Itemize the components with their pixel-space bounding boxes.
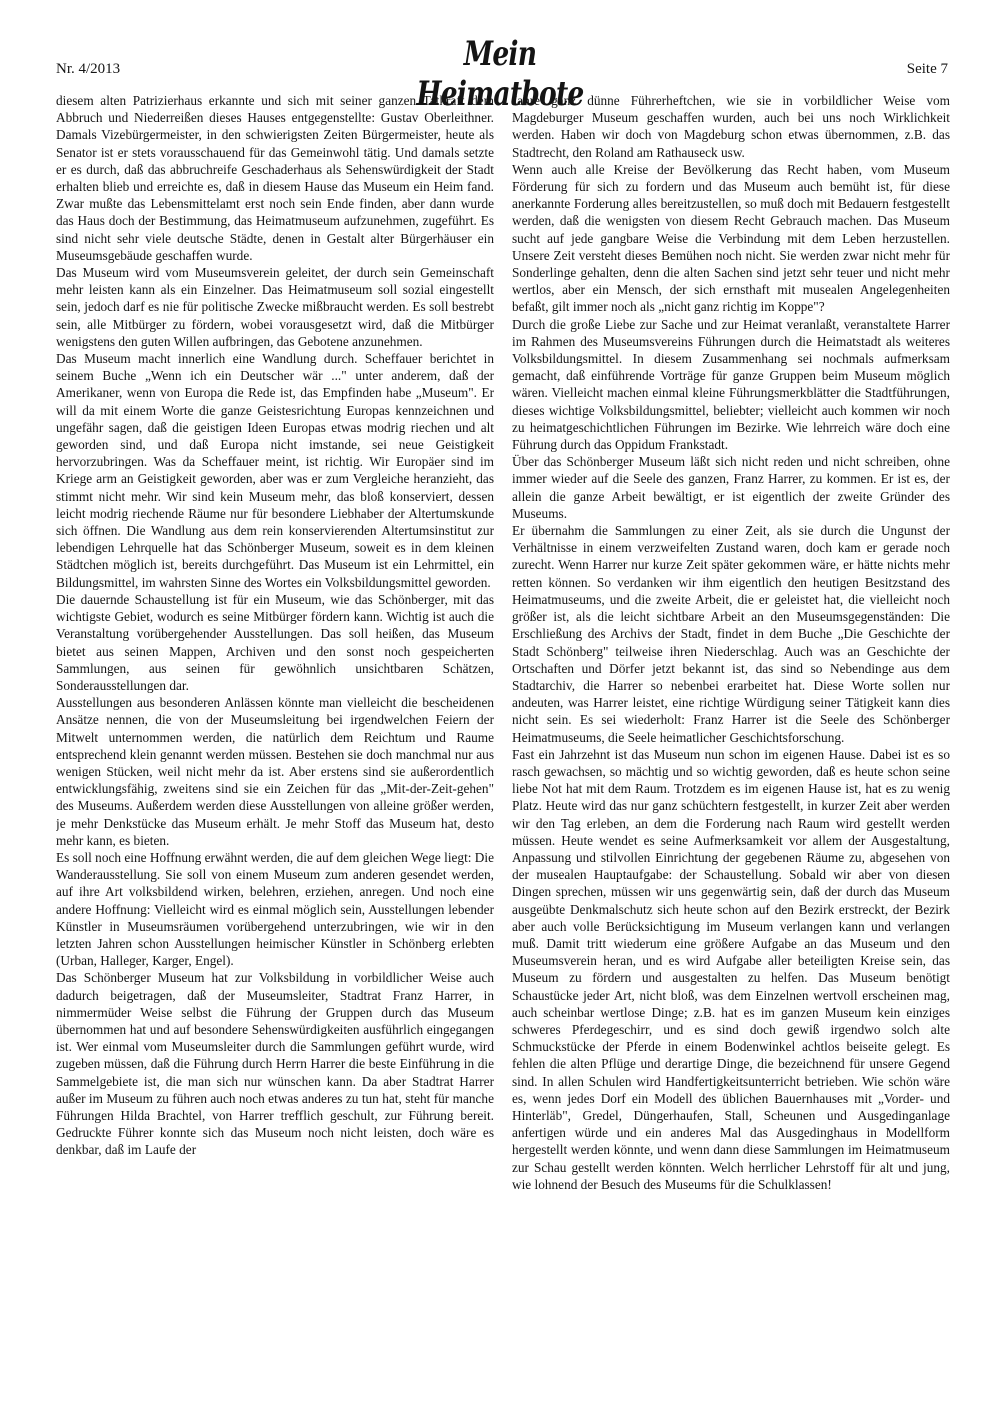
paragraph: Es soll noch eine Hoffnung erwähnt werden, die auf dem gleichen Wege liegt: Die Wanderausstellung. Sie soll von einem Museum zum anderen gesendet werden, auf ihre Art volksbildend wirken, belehren, erziehen, anregen. Und noch eine andere Hoffnung: Vielleicht wird es einmal möglich sein, Ausstellungen lebender Künstler in Museumsräumen vorübergehend unterzubringen, wie wir in den letzten Jahren schon Ausstellungen heimischer Künstler in Schönberg erlebten (Urban, Halleger, Karger, Engel). [56, 849, 494, 969]
paragraph: Die dauernde Schaustellung ist für ein Museum, wie das Schönberger, mit das wichtigste Gebiet, wodurch es seine Mitbürger fördern kann. Wichtig ist auch die Veranstaltung vorübergehender Ausstellungen. Das soll heißen, das Museum bietet aus seinen Mappen, Archiven und den sonst noch gespeicherten Sammlungen, aus seinen für gewöhnlich unsichtbaren Schätzen, Sonderausstellungen dar. [56, 591, 494, 693]
paragraph: Jahre ganz dünne Führerheftchen, wie sie in vorbildlicher Weise vom Magdeburger Museum geschaffen wurden, auch bei uns noch Wirklichkeit werden. Haben wir doch von Magdeburg schon etwas übernommen, z.B. das Stadtrecht, den Roland am Rathauseck usw. [512, 93, 950, 160]
article-column-left [56, 92, 494, 1382]
paragraph: diesem alten Patrizierhaus erkannte und sich mit seiner ganzen Tatkraft dem Abbruch und Niederreißen dieses Hauses entgegenstellte: Gustav Oberleithner. Damals Vizebürgermeister, in den schwierigsten Zeiten Bürgermeister, heute als Senator ist er stets vorausschauend für das Gemeinwohl tätig. Und damals setzte er es durch, daß das abbruchreife Geschaderhaus als Sehenswürdigkeit der Stadt erhalten blieb und erreichte es, daß in diesem Hause das Museum ein Heim fand. Zwar mußte das Lebensmittelamt erst noch sein Ende finden, aber dann wurde das Haus doch der Bestimmung, das Heimatmuseum aufzunehmen, zugeführt. Es sind nicht sehr viele deutsche Städte, denen in Gestalt alter Bürgerhäuser ein Museumsgebäude geschaffen wurde. [56, 93, 494, 263]
paragraph: Durch die große Liebe zur Sache und zur Heimat veranlaßt, veranstaltete Harrer im Rahmen des Museumsvereins Führungen durch die Heimatstadt als weiteres Volksbildungsmittel. In diesem Zusammenhang sei nochmals aufmerksam gemacht, daß einführende Vorträge für ganze Gruppen beim Museum möglich wären. Vielleicht machen einmal kleine Führungsmerkblätter die Stadtführungen, dieses wichtige Volksbildungsmittel, beliebter; vielleicht auch kommen wir noch zu heimatgeschichtlichen Führungen im Bezirke. Wie lehrreich wäre doch eine Führung durch das Oppidum Frankstadt. [512, 316, 950, 453]
article-column-right [512, 92, 950, 1382]
paragraph: Fast ein Jahrzehnt ist das Museum nun schon im eigenen Hause. Dabei ist es so rasch gewachsen, so mächtig und so wichtig geworden, daß es heute schon seine liebe Not hat mit dem Raum. Trotzdem es im eigenen Hause ist, hat es zu wenig Platz. Heute wird das nur ganz schüchtern festgestellt, in kurzer Zeit aber werden wir den Tag erleben, an dem die Forderung nach Raum wird gestellt werden müssen. Heute wendet es seine Aufmerksamkeit vor allem der Ausgestaltung, Anpassung und stilvollen Einrichtung der gegebenen Räume zu, abgesehen von der musealen Hauptaufgabe: der Schaustellung. Sobald wir aber von diesen Dingen sprechen, müssen wir uns gegenwärtig sein, daß der durch das Museum ausgeübte Denkmalschutz sich heute schon auf den Bezirk erstreckt, der Bezirk aber auch volle Berücksichtigung im Museum verlangen kann und verlangen muß. Damit tritt wiederum eine größere Aufgabe an das Museum und den Museumsverein heran, und es wird Aufgabe aller beteiligten Kreise sein, das Museum zu fördern und ausgestalten zu helfen. Das Museum benötigt Schaustücke jeder Art, nicht bloß, was dem Einzelnen wertvoll erscheinen mag, auch scheinbar wertlose Dinge; z.B. hat es im ganzen Museum kein einziges schweres Pferdegeschirr, und es sind doch gewiß irgendwo solch alte Schmuckstücke der Pferde in einem Bodenwinkel achtlos beiseite gelegt. Es fehlen die alten Pflüge und derartige Dinge, die bezeichnend für unsere Gegend sind. In allen Schulen wird Handfertigkeitsunterricht betrieben. Wie schön wäre es, wenn jedes Dorf ein Modell des üblichen Bauernhauses mit „Vorder- und Hinterläb", Gredel, Düngerhaufen, Stall, Scheunen und Ausgedinganlage anfertigen würde und ein anderes Mal das Ausgedinghaus in Modellform hergestellt werden könnte, und wenn dann diese Sammlungen im Heimatmuseum zur Schau gestellt werden könnten. Welch herrlicher Lehrstoff für alt und jung, wie lohnend der Besuch des Museums für die Schulklassen! [512, 746, 950, 1192]
paragraph: Er übernahm die Sammlungen zu einer Zeit, als sie durch die Ungunst der Verhältnisse in einem verzweifelten Zustand waren, doch kam er gerade noch zurecht. Wenn Harrer nur kurze Zeit später gekommen wäre, er hätte nichts mehr retten können. So verdanken wir ihm eigentlich den heutigen Besitzstand des Heimatmuseums, und die zweite Arbeit, die er geleistet hat, die vielleicht noch größer ist, als die leicht sichtbare Arbeit an den Museumsgegenständen: Die Erschließung des Archivs der Stadt, findet in dem Buche „Die Geschichte der Stadt Schönberg" teilweise ihren Niederschlag. Auch was an Geschichte der Ortschaften und Dörfer jetzt bekannt ist, das sind so Nebendinge aus dem Stadtarchiv, die Harrer so nebenbei erarbeitet hat. Diese Worte sollen nur andeuten, was Harrer leistet, eine richtige Würdigung seiner Tätigkeit kann dies nicht sein. Es sei wiederholt: Franz Harrer ist die Seele des Schönberger Heimatmuseums, die Seele heimatlicher Geschichtsforschung. [512, 523, 950, 745]
issue-number: Nr. 4/2013 [56, 61, 121, 77]
newspaper-masthead: Mein Heimatbote [416, 34, 584, 114]
paragraph: Wenn auch alle Kreise der Bevölkerung das Recht haben, vom Museum Förderung für sich zu fordern und das Museum auch bemüht ist, für diese anerkannte Forderung alles bereitzustellen, so muß doch mit Bedauern festgestellt werden, daß die wenigsten von diesem Recht Gebrauch machen. Das Museum sucht auf jede gangbare Weise die Verbindung mit dem Leben herzustellen. Unsere Zeit versteht dieses Bemühen noch nicht. Sie werden zwar nicht mehr für Sonderlinge gehalten, denn die alten Sachen sind jetzt sehr teuer und nicht mehr wertlos, aber ein Mensch, der sich ernsthaft mit musealen Angelegenheiten befaßt, gilt immer noch als „nicht ganz richtig im Koppe"? [512, 161, 950, 315]
paragraph: Über das Schönberger Museum läßt sich nicht reden und nicht schreiben, ohne immer wieder auf die Seele des ganzen, Franz Harrer, zu kommen. Er ist es, der allein die ganze Arbeit bewältigt, er ist eigentlich der zweite Gründer des Museums. [512, 454, 950, 521]
paragraph: Das Schönberger Museum hat zur Volksbildung in vorbildlicher Weise auch dadurch beigetragen, daß der Museumsleiter, Stadtrat Franz Harrer, in nimmermüder Weise selbst die Führung der Gruppen durch das Museum übernommen hat und auf besondere Sehenswürdigkeiten ausführlich eingegangen ist. Wer einmal vom Museumsleiter durch die Sammlungen geführt wurde, wird zugeben müssen, daß die Führung durch Herrn Harrer die beste Einführung in die Sammelgebiete ist, die man sich nur wünschen kann. Da aber Stadtrat Harrer außer im Museum zu führen auch noch etwas anderes zu tun hat, steht für manche Führungen Hilda Brachtel, von Harrer trefflich geschult, zur Führung bereit. Gedruckte Führer konnte sich das Museum noch nicht leisten, doch wäre es denkbar, daß im Laufe der [56, 970, 494, 1158]
paragraph: Ausstellungen aus besonderen Anlässen könnte man vielleicht die bescheidenen Ansätze nennen, die von der Museumsleitung bei irgendwelchen Feiern der Mitwelt unternommen werden, die natürlich dem Reichtum und Raume entsprechend klein genannt werden müssen. Bestehen sie doch manchmal nur aus wenigen Stücken, weil nicht mehr da ist. Aber erstens sind sie außerordentlich entwicklungsfähig, zweitens sind sie ein Zeichen für das „Mit-der-Zeit-gehen" des Museums. Außerdem werden diese Ausstellungen von alleine größer werden, je mehr Denkstücke das Museum erhält. Je mehr Stoff das Museum hat, desto mehr kann, es bieten. [56, 695, 494, 848]
page-header [0, 0, 1000, 114]
paragraph: Das Museum wird vom Museumsverein geleitet, der durch sein Gemeinschaft mehr leisten kann als ein Einzelner. Das Heimatmuseum soll sozial eingestellt sein, jedoch darf es nie für politische Zwecke mißbraucht werden. Es soll bestrebt sein, alle Mitbürger zu fördern, wobei vorausgesetzt wird, daß die Mitbürger wenigstens den guten Willen aufbringen, das Gebotene anzunehmen. [56, 265, 494, 349]
page-number: Seite 7 [906, 61, 948, 77]
paragraph: Das Museum macht innerlich eine Wandlung durch. Scheffauer berichtet in seinem Buche „Wenn ich ein Deutscher wär ..." unter anderem, daß der Amerikaner, wenn von Europa die Rede ist, das Empfinden habe „Museum". Er will da mit einem Worte die ganze Geistesrichtung Europas kennzeichnen und ungefähr sagen, daß die geistigen Ideen Europas etwas modrig riechen und alt geworden sind, und daß Europa nicht imstande, sei neue Geistigkeit hervorzubringen. Was da Scheffauer meint, ist richtig. Wir Europäer sind im Kriege arm an Geistigkeit geworden, aber was er zum Vergleiche heranzieht, das stimmt nicht mehr. Wir sind kein Museum mehr, das bloß konserviert, dessen leicht modrig riechende Räume nur für besondere Liebhaber der Altertumskunde sich öffnen. Die Wandlung aus dem rein konservierenden Altertumsinstitut zur lebendigen Lehrquelle hat das Schönberger Museum, soweit es in dem kleinen Städtchen möglich ist, bereits durchgeführt. Das Museum ist ein Lehrmittel, ein Bildungsmittel, im wahrsten Sinne des Wortes ein Volksbildungsmittel geworden. [56, 351, 494, 590]
